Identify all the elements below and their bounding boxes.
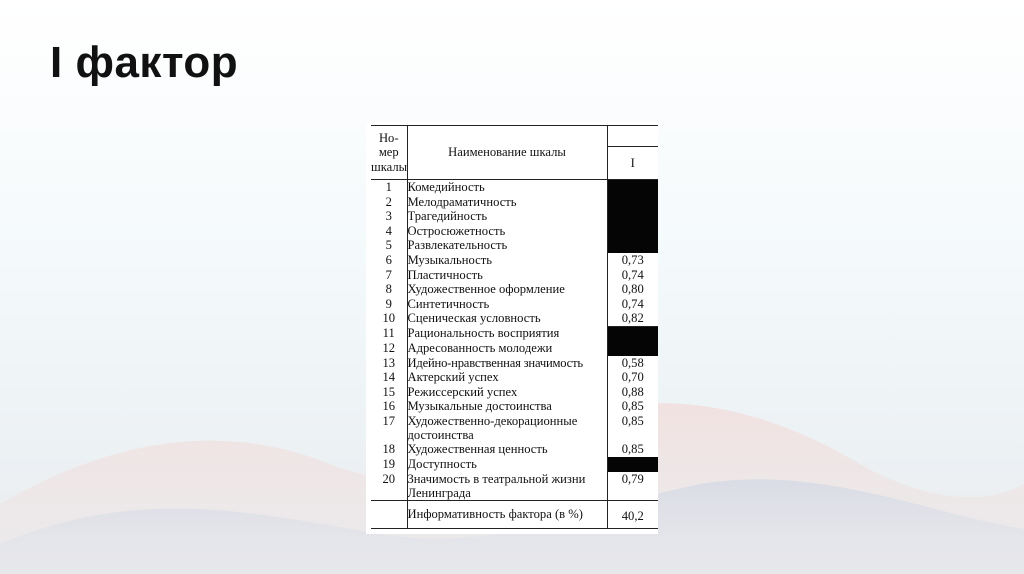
- factor-loading-redacted: [607, 341, 658, 356]
- table-row: [371, 238, 658, 253]
- factor-loading: 0,70: [621, 370, 644, 385]
- scale-name: Сценическая условность: [407, 311, 607, 326]
- scale-number: 16: [371, 399, 407, 414]
- scale-number: 1: [371, 180, 407, 195]
- table-row: [371, 180, 658, 195]
- scale-name: Трагедийность: [407, 209, 607, 224]
- scale-name: Доступность: [407, 457, 607, 472]
- scale-number: 18: [371, 442, 407, 457]
- table-row: [371, 253, 658, 268]
- factor-loading-redacted: [607, 457, 658, 472]
- table-row: [371, 370, 658, 385]
- column-header-factor: I: [607, 147, 658, 180]
- scale-number: 10: [371, 311, 407, 326]
- informativeness-label: Информативность фактора (в %): [407, 501, 607, 529]
- scale-number: 7: [371, 268, 407, 283]
- table-row: [371, 209, 658, 224]
- scale-name: Музыкальные достоинства: [407, 399, 607, 414]
- table-footer-row: [371, 501, 658, 529]
- factor-loading: 0,85: [621, 442, 644, 457]
- factor-loading: 0,73: [621, 252, 644, 267]
- scale-number: 5: [371, 238, 407, 253]
- factor-loading-redacted: [607, 195, 658, 210]
- scale-name: Развлекательность: [407, 238, 607, 253]
- factor-loading: 0,88: [621, 384, 644, 399]
- column-header-number: Но- мер шкалы: [371, 126, 407, 180]
- scale-number: 8: [371, 282, 407, 297]
- scale-name: Художественная ценность: [407, 442, 607, 457]
- scale-number: 14: [371, 370, 407, 385]
- factor-table: [371, 125, 658, 529]
- scale-number: 19: [371, 457, 407, 472]
- table-row: [371, 326, 658, 341]
- scale-number: 2: [371, 195, 407, 210]
- factor-loading: 0,82: [607, 311, 658, 326]
- scale-number: 6: [371, 253, 407, 268]
- table-row: [371, 399, 658, 414]
- table-row: [371, 297, 658, 312]
- scale-number: 17: [371, 414, 407, 442]
- table-row: [371, 472, 658, 501]
- scale-number: 11: [371, 326, 407, 341]
- scale-name: Художественное оформление: [407, 282, 607, 297]
- table-row: [371, 442, 658, 457]
- factor-loading: 0,58: [621, 355, 644, 370]
- factor-loading-redacted: [607, 224, 658, 239]
- informativeness-value: 40,2: [607, 501, 658, 529]
- column-header-blank: [607, 126, 658, 147]
- scale-name: Комедийность: [407, 180, 607, 195]
- scale-number: 15: [371, 385, 407, 400]
- table-row: [371, 195, 658, 210]
- table-row: [371, 414, 658, 442]
- factor-loading-redacted: [607, 209, 658, 224]
- factor-loading-redacted: [607, 326, 658, 341]
- scale-number: 3: [371, 209, 407, 224]
- table-row: [371, 224, 658, 239]
- factor-loading: 0,74: [621, 296, 644, 311]
- scale-name: Остросюжетность: [407, 224, 607, 239]
- factor-loading: 0,80: [621, 282, 644, 297]
- factor-loading: 0,74: [621, 267, 644, 282]
- factor-loading-redacted: [607, 180, 658, 195]
- scale-name: Актерский успех: [407, 370, 607, 385]
- scale-name: Музыкальность: [407, 253, 607, 268]
- scale-name: Значимость в театральной жизни Ленинграда: [407, 472, 607, 501]
- scale-number: 13: [371, 356, 407, 371]
- scanned-table-image: [366, 122, 658, 534]
- table-row: [371, 282, 658, 297]
- scale-name: Режиссерский успех: [407, 385, 607, 400]
- scale-number: 20: [371, 472, 407, 501]
- scale-name: Адресованность молодежи: [407, 341, 607, 356]
- table-row: [371, 268, 658, 283]
- factor-loading-redacted: [607, 238, 658, 253]
- factor-loading: 0,79: [621, 471, 644, 486]
- table-row: [371, 356, 658, 371]
- scale-name: Идейно-нравственная значимость: [407, 356, 607, 371]
- scale-name: Художественно-декорационные достоинства: [407, 414, 607, 442]
- scale-name: Синтетичность: [407, 297, 607, 312]
- scale-name: Рациональность восприятия: [407, 326, 607, 341]
- scale-name: Мелодраматичность: [407, 195, 607, 210]
- factor-loading: 0,85: [621, 399, 644, 414]
- scale-name: Пластичность: [407, 268, 607, 283]
- scale-number: 12: [371, 341, 407, 356]
- table-row: [371, 311, 658, 326]
- table-row: [371, 385, 658, 400]
- column-header-name: Наименование шкалы: [407, 126, 607, 180]
- table-row: [371, 457, 658, 472]
- scale-number: 9: [371, 297, 407, 312]
- table-row: [371, 341, 658, 356]
- scale-number: 4: [371, 224, 407, 239]
- slide-title: I фактор: [50, 38, 239, 87]
- factor-loading: 0,85: [621, 414, 644, 428]
